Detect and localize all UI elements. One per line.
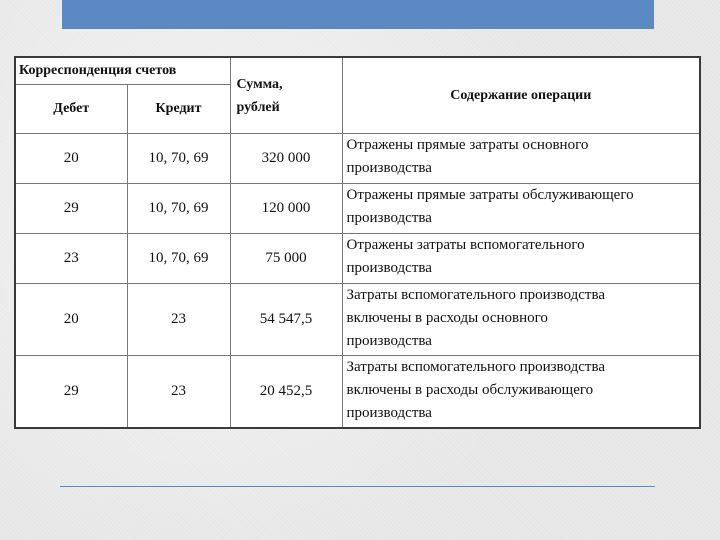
description-line: производства [346,160,432,176]
table-row [15,184,700,234]
description-line: Затраты вспомогательного производства [346,359,605,375]
amount-header-line1: Сумма, [236,76,283,92]
amount-cell: 120 000 [230,184,342,234]
description-line: производства [346,260,432,276]
description-line: Отражены прямые затраты основного [346,137,589,153]
credit-cell: 10, 70, 69 [127,184,230,234]
description-line: включены в расходы основного [346,310,548,326]
description-line: производства [346,333,432,349]
credit-cell: 10, 70, 69 [127,234,230,284]
description-cell [342,134,700,184]
debit-cell: 23 [15,234,127,284]
description-line: Затраты вспомогательного производства [346,287,605,303]
amount-cell: 320 000 [230,134,342,184]
amount-cell: 54 547,5 [230,284,342,356]
debit-cell: 29 [15,184,127,234]
table-row [15,356,700,428]
credit-cell: 10, 70, 69 [127,134,230,184]
amount-cell: 20 452,5 [230,356,342,428]
footer-divider-line [60,486,655,487]
amount-header [230,57,342,134]
debit-cell: 20 [15,284,127,356]
correspondence-header: Корреспонденция счетов [15,57,230,85]
table-row [15,134,700,184]
description-line: Отражены затраты вспомогательного [346,237,585,253]
debit-header: Дебет [15,85,127,134]
credit-cell: 23 [127,284,230,356]
operations-table [14,56,701,429]
description-cell [342,184,700,234]
debit-cell: 20 [15,134,127,184]
description-line: производства [346,405,432,421]
description-cell [342,284,700,356]
table-row [15,234,700,284]
title-accent-bar [62,0,654,29]
description-line: производства [346,210,432,226]
description-line: включены в расходы обслуживающего [346,382,594,398]
table-header-row [15,57,700,85]
credit-header: Кредит [127,85,230,134]
table-row [15,284,700,356]
amount-header-line2: рублей [236,99,280,115]
content-header: Содержание операции [342,57,700,134]
description-cell [342,234,700,284]
debit-cell: 29 [15,356,127,428]
credit-cell: 23 [127,356,230,428]
amount-cell: 75 000 [230,234,342,284]
description-cell [342,356,700,428]
description-line: Отражены прямые затраты обслуживающего [346,187,634,203]
